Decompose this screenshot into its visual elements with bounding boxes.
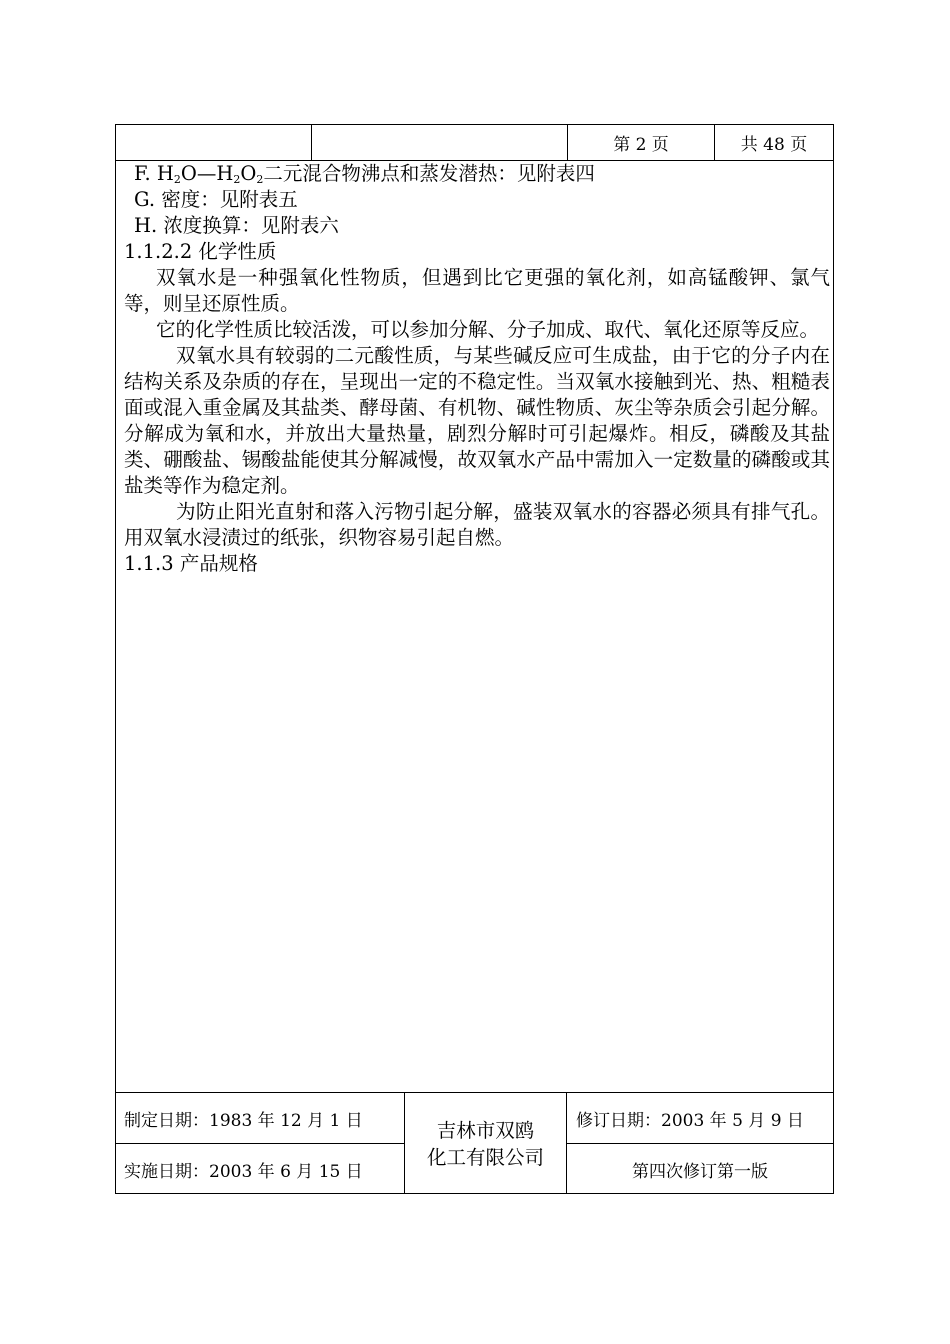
company-name-line1: 吉林市双鸥 (436, 1118, 535, 1142)
page-number: 第 2 页 (613, 135, 669, 155)
paragraph-1: 双氧水是一种强氧化性物质，但遇到比它更强的氧化剂，如高锰酸钾、氯气等，则呈还原性质。 (124, 266, 830, 315)
section-heading-113: 1.1.3 产品规格 (124, 552, 258, 575)
paragraph-4: 为防止阳光直射和落入污物引起分解，盛装双氧水的容器必须具有排气孔。用双氧水浸渍过的纸张，织物容易引起自燃。 (124, 500, 830, 549)
footer-block (116, 1092, 833, 1194)
item-h: H. 浓度换算：见附表六 (134, 214, 339, 237)
revision-edition: 第四次修订第一版 (632, 1161, 768, 1182)
company-name (405, 1093, 566, 1194)
paragraph-2: 它的化学性质比较活泼，可以参加分解、分子加成、取代、氧化还原等反应。 (156, 318, 820, 341)
item-f: F. $H_2O—H_2O_2$二元混合物沸点和蒸发潜热：见附表四 (134, 162, 595, 186)
page-total: 共 48 页 (740, 135, 808, 155)
document-body (124, 161, 830, 577)
revision-date: 修订日期：2003 年 5 月 9 日 (576, 1110, 804, 1131)
section-heading-1122: 1.1.2.2 化学性质 (124, 240, 277, 263)
item-g: G. 密度：见附表五 (134, 188, 298, 211)
header-cell-blank-1 (116, 125, 311, 160)
effective-date: 实施日期：2003 年 6 月 15 日 (124, 1161, 363, 1182)
established-date: 制定日期：1983 年 12 月 1 日 (124, 1110, 363, 1131)
paragraph-3: 双氧水具有较弱的二元酸性质，与某些碱反应可生成盐，由于它的分子内在结构关系及杂质的存在，呈现出一定的不稳定性。当双氧水接触到光、热、粗糙表面或混入重金属及其盐类、酵母菌、有机物、碱性物质、灰尘等杂质会引起分解。分解成为氧和水，并放出大量热量，剧烈分解时可引起爆炸。相反，磷酸及其盐类、硼酸盐、锡酸盐能使其分解减慢，故双氧水产品中需加入一定数量的磷酸或其盐类等作为稳定剂。 (124, 344, 830, 497)
document-frame (115, 124, 834, 1194)
company-name-line2: 化工有限公司 (426, 1145, 544, 1169)
header-cell-blank-2 (312, 125, 567, 160)
header-row (116, 125, 833, 161)
